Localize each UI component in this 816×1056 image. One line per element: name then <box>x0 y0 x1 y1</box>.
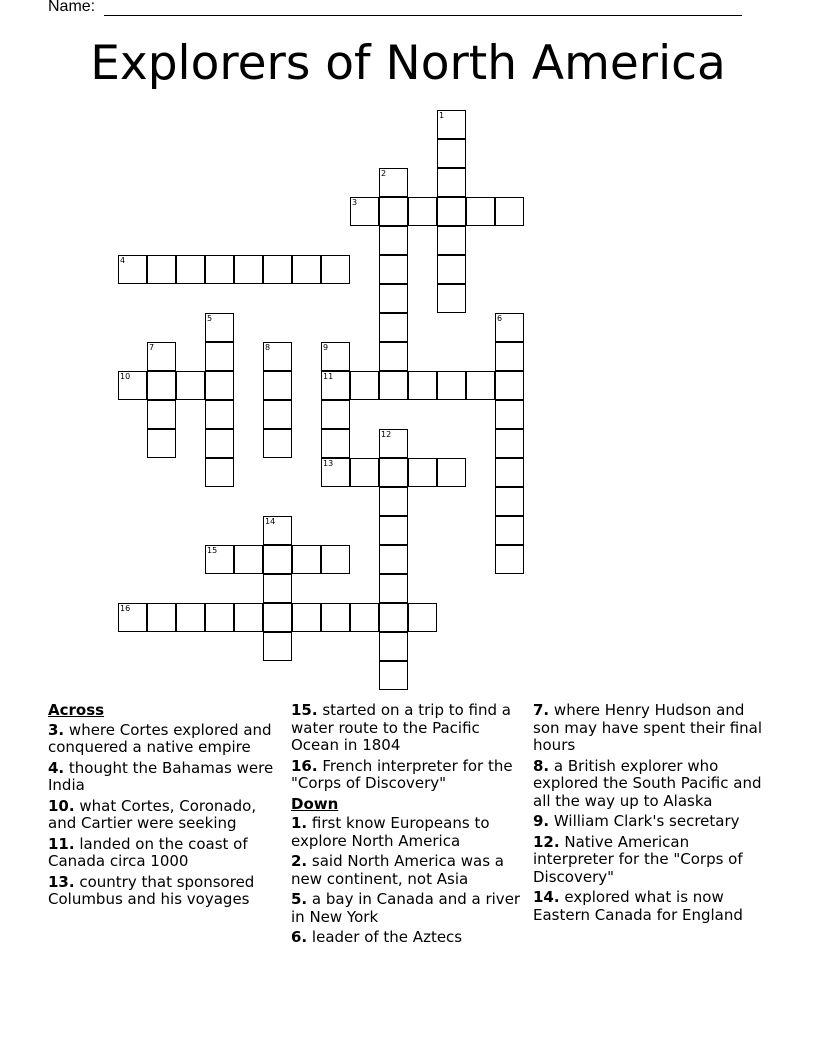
clue-number: 16. <box>291 756 318 775</box>
grid-cell[interactable] <box>466 371 495 400</box>
grid-cell[interactable] <box>408 458 437 487</box>
grid-cell[interactable] <box>205 342 234 371</box>
cell-number: 15 <box>207 546 218 555</box>
grid-cell[interactable] <box>176 371 205 400</box>
grid-cell[interactable] <box>437 284 466 313</box>
grid-cell[interactable] <box>234 545 263 574</box>
cell-number: 10 <box>120 372 131 381</box>
grid-cell[interactable] <box>379 168 408 197</box>
grid-cell[interactable] <box>321 603 350 632</box>
grid-cell[interactable] <box>147 371 176 400</box>
grid-cell[interactable] <box>379 632 408 661</box>
grid-cell[interactable] <box>495 313 524 342</box>
clue-number: 8. <box>533 756 550 775</box>
grid-cell[interactable] <box>147 342 176 371</box>
grid-cell[interactable] <box>321 429 350 458</box>
across-heading: Across <box>48 701 105 719</box>
grid-cell[interactable] <box>495 545 524 574</box>
grid-cell[interactable] <box>379 226 408 255</box>
grid-cell[interactable] <box>495 429 524 458</box>
down-heading: Down <box>291 794 339 813</box>
grid-cell[interactable] <box>379 371 408 400</box>
grid-cell[interactable] <box>495 371 524 400</box>
clue-number: 11. <box>48 834 75 853</box>
grid-cell[interactable] <box>263 371 292 400</box>
grid-cell[interactable] <box>350 458 379 487</box>
clue-text: landed on the coast of Canada circa 1000 <box>48 834 248 870</box>
grid-cell[interactable] <box>176 255 205 284</box>
cell-number: 1 <box>439 111 445 120</box>
clue-down-12 <box>533 834 771 887</box>
grid-cell[interactable] <box>379 516 408 545</box>
grid-cell[interactable] <box>495 342 524 371</box>
grid-cell[interactable] <box>292 603 321 632</box>
clue-number: 5. <box>291 890 308 908</box>
cell-number: 6 <box>497 314 503 323</box>
clue-number: 1. <box>291 814 308 832</box>
grid-cell[interactable] <box>495 458 524 487</box>
clue-text: explored what is now Eastern Canada for England <box>533 888 743 924</box>
grid-cell[interactable] <box>263 516 292 545</box>
clue-down-9 <box>533 813 771 831</box>
grid-cell[interactable] <box>205 400 234 429</box>
grid-cell[interactable] <box>437 168 466 197</box>
clue-text: started on a trip to find a water route to the Pacific Ocean in 1804 <box>291 701 511 754</box>
grid-cell[interactable] <box>321 255 350 284</box>
grid-cell[interactable] <box>408 603 437 632</box>
grid-cell[interactable] <box>205 313 234 342</box>
cell-number: 2 <box>381 169 387 178</box>
grid-cell[interactable] <box>437 371 466 400</box>
clue-text: thought the Bahamas were India <box>48 758 274 794</box>
clue-text: what Cortes, Coronado, and Cartier were seeking <box>48 796 257 832</box>
cell-number: 7 <box>149 343 155 352</box>
name-label: Name: <box>48 0 96 15</box>
cell-number: 14 <box>265 517 276 526</box>
clue-number: 7. <box>533 701 550 719</box>
clue-text: where Henry Hudson and son may have spent their final hours <box>533 701 763 754</box>
grid-cell[interactable] <box>205 371 234 400</box>
grid-cell[interactable] <box>321 342 350 371</box>
grid-cell[interactable] <box>147 603 176 632</box>
clue-number: 14. <box>533 888 560 906</box>
clue-across-15 <box>291 702 523 755</box>
grid-cell[interactable] <box>437 110 466 139</box>
grid-cell[interactable] <box>118 371 147 400</box>
cell-number: 11 <box>323 372 334 381</box>
clue-down-1 <box>291 815 523 850</box>
clue-text: Native American interpreter for the "Corps of Discovery" <box>533 832 743 886</box>
grid-cell[interactable] <box>350 197 379 226</box>
grid-cell[interactable] <box>466 197 495 226</box>
clue-column-2 <box>291 702 523 950</box>
grid-cell[interactable] <box>437 255 466 284</box>
clue-column-1 <box>48 702 280 912</box>
cell-number: 9 <box>323 343 329 352</box>
clue-text: William Clark's secretary <box>553 812 740 830</box>
clue-number: 13. <box>48 872 75 891</box>
grid-cell[interactable] <box>379 574 408 603</box>
cell-number: 13 <box>323 459 334 468</box>
grid-cell[interactable] <box>379 661 408 690</box>
grid-cell[interactable] <box>263 603 292 632</box>
cell-number: 3 <box>352 198 358 207</box>
page-title: Explorers of North America <box>90 36 726 91</box>
cell-number: 16 <box>120 604 131 613</box>
clue-text: where Cortes explored and conquered a native empire <box>48 720 272 756</box>
grid-cell[interactable] <box>263 429 292 458</box>
grid-cell[interactable] <box>321 371 350 400</box>
grid-cell[interactable] <box>234 255 263 284</box>
grid-cell[interactable] <box>263 545 292 574</box>
clue-number: 15. <box>291 701 318 719</box>
grid-cell[interactable] <box>234 603 263 632</box>
grid-cell[interactable] <box>147 429 176 458</box>
grid-cell[interactable] <box>321 545 350 574</box>
clue-across-3 <box>48 722 280 757</box>
grid-cell[interactable] <box>292 545 321 574</box>
grid-cell[interactable] <box>379 429 408 458</box>
clue-number: 6. <box>291 928 308 946</box>
clue-number: 12. <box>533 832 560 851</box>
grid-cell[interactable] <box>495 400 524 429</box>
grid-cell[interactable] <box>321 458 350 487</box>
grid-cell[interactable] <box>379 458 408 487</box>
clue-down-7 <box>533 702 771 755</box>
clue-down-8 <box>533 758 771 811</box>
grid-cell[interactable] <box>147 400 176 429</box>
grid-cell[interactable] <box>379 342 408 371</box>
grid-cell[interactable] <box>205 429 234 458</box>
grid-cell[interactable] <box>118 603 147 632</box>
clue-number: 10. <box>48 796 75 815</box>
grid-cell[interactable] <box>263 400 292 429</box>
clue-down-2 <box>291 853 523 888</box>
clue-across-13 <box>48 874 280 909</box>
cell-number: 8 <box>265 343 271 352</box>
grid-cell[interactable] <box>379 313 408 342</box>
clue-across-11 <box>48 836 280 871</box>
grid-cell[interactable] <box>379 545 408 574</box>
grid-cell[interactable] <box>321 400 350 429</box>
grid-cell[interactable] <box>118 255 147 284</box>
grid-cell[interactable] <box>495 516 524 545</box>
clue-text: French interpreter for the "Corps of Discovery" <box>291 756 513 792</box>
grid-cell[interactable] <box>350 371 379 400</box>
grid-cell[interactable] <box>495 487 524 516</box>
clue-text: a British explorer who explored the South Pacific and all the way up to Alaska <box>533 756 762 810</box>
grid-cell[interactable] <box>437 197 466 226</box>
grid-cell[interactable] <box>263 574 292 603</box>
grid-cell[interactable] <box>205 255 234 284</box>
grid-cell[interactable] <box>176 603 205 632</box>
grid-cell[interactable] <box>437 458 466 487</box>
clue-number: 3. <box>48 720 65 739</box>
clue-across-4 <box>48 760 280 795</box>
clue-across-10 <box>48 798 280 833</box>
cell-number: 12 <box>381 430 392 439</box>
grid-cell[interactable] <box>292 255 321 284</box>
grid-cell[interactable] <box>205 545 234 574</box>
clue-down-6 <box>291 929 523 947</box>
cell-number: 5 <box>207 314 213 323</box>
grid-cell[interactable] <box>263 342 292 371</box>
clue-text: said North America was a new continent, not Asia <box>291 852 504 888</box>
grid-cell[interactable] <box>379 255 408 284</box>
clue-number: 9. <box>533 812 550 830</box>
clue-number: 4. <box>48 758 65 777</box>
grid-cell[interactable] <box>495 197 524 226</box>
grid-cell[interactable] <box>408 371 437 400</box>
clue-text: leader of the Aztecs <box>311 928 463 946</box>
clue-text: country that sponsored Columbus and his voyages <box>48 872 255 908</box>
grid-cell[interactable] <box>379 603 408 632</box>
clue-text: a bay in Canada and a river in New York <box>291 890 521 926</box>
grid-cell[interactable] <box>205 458 234 487</box>
grid-cell[interactable] <box>379 284 408 313</box>
grid-cell[interactable] <box>437 226 466 255</box>
cell-number: 4 <box>120 256 126 265</box>
grid-cell[interactable] <box>205 603 234 632</box>
grid-cell[interactable] <box>263 632 292 661</box>
clue-down-5 <box>291 891 523 926</box>
grid-cell[interactable] <box>147 255 176 284</box>
grid-cell[interactable] <box>408 197 437 226</box>
grid-cell[interactable] <box>379 487 408 516</box>
clue-down-14 <box>533 889 771 924</box>
grid-cell[interactable] <box>350 603 379 632</box>
clue-column-3 <box>533 702 771 927</box>
grid-cell[interactable] <box>379 197 408 226</box>
grid-cell[interactable] <box>263 255 292 284</box>
clue-number: 2. <box>291 852 308 870</box>
clue-across-16 <box>291 758 523 793</box>
clue-text: first know Europeans to explore North America <box>291 814 490 850</box>
grid-cell[interactable] <box>437 139 466 168</box>
